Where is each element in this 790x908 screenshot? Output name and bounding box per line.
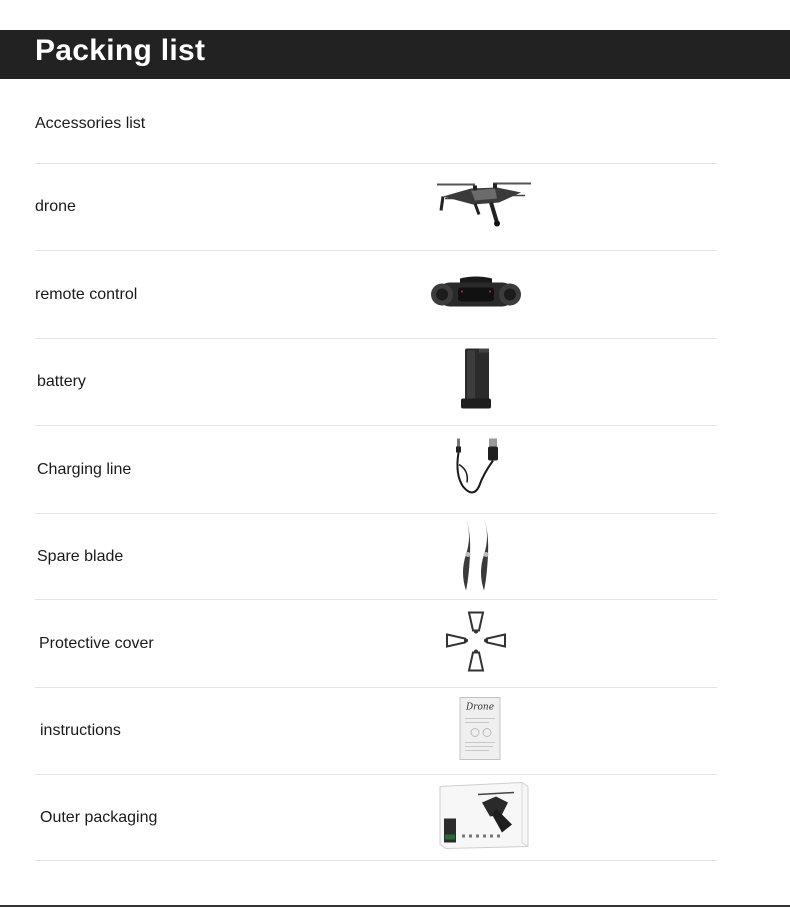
list-item bbox=[35, 425, 717, 513]
item-label: drone bbox=[35, 198, 76, 215]
list-item bbox=[35, 774, 717, 861]
list-item bbox=[35, 163, 717, 250]
accessories-list bbox=[35, 163, 717, 861]
item-label: Charging line bbox=[37, 460, 132, 478]
list-item bbox=[35, 250, 717, 338]
box-icon bbox=[438, 780, 530, 855]
list-item bbox=[35, 338, 717, 425]
remote-control-icon bbox=[428, 274, 524, 315]
usb-cable-icon bbox=[449, 434, 505, 505]
item-label: Outer packaging bbox=[40, 808, 158, 826]
header-bar bbox=[0, 30, 790, 79]
list-item bbox=[35, 599, 717, 687]
battery-icon bbox=[459, 347, 495, 418]
propeller-blade-icon bbox=[456, 516, 496, 597]
footer-divider bbox=[0, 905, 790, 907]
propeller-guard-icon bbox=[445, 608, 507, 679]
section-title: Accessories list bbox=[35, 115, 146, 132]
manual-icon bbox=[459, 697, 501, 766]
list-item bbox=[35, 513, 717, 599]
page-title: Packing list bbox=[35, 34, 206, 67]
item-label: battery bbox=[37, 373, 86, 390]
item-label: Spare blade bbox=[37, 547, 124, 565]
item-label: instructions bbox=[40, 722, 121, 739]
list-item bbox=[35, 687, 717, 774]
item-label: remote control bbox=[35, 285, 138, 303]
item-label: Protective cover bbox=[39, 634, 154, 652]
manual-cover-title: Drone bbox=[465, 702, 495, 713]
drone-icon bbox=[435, 179, 535, 236]
